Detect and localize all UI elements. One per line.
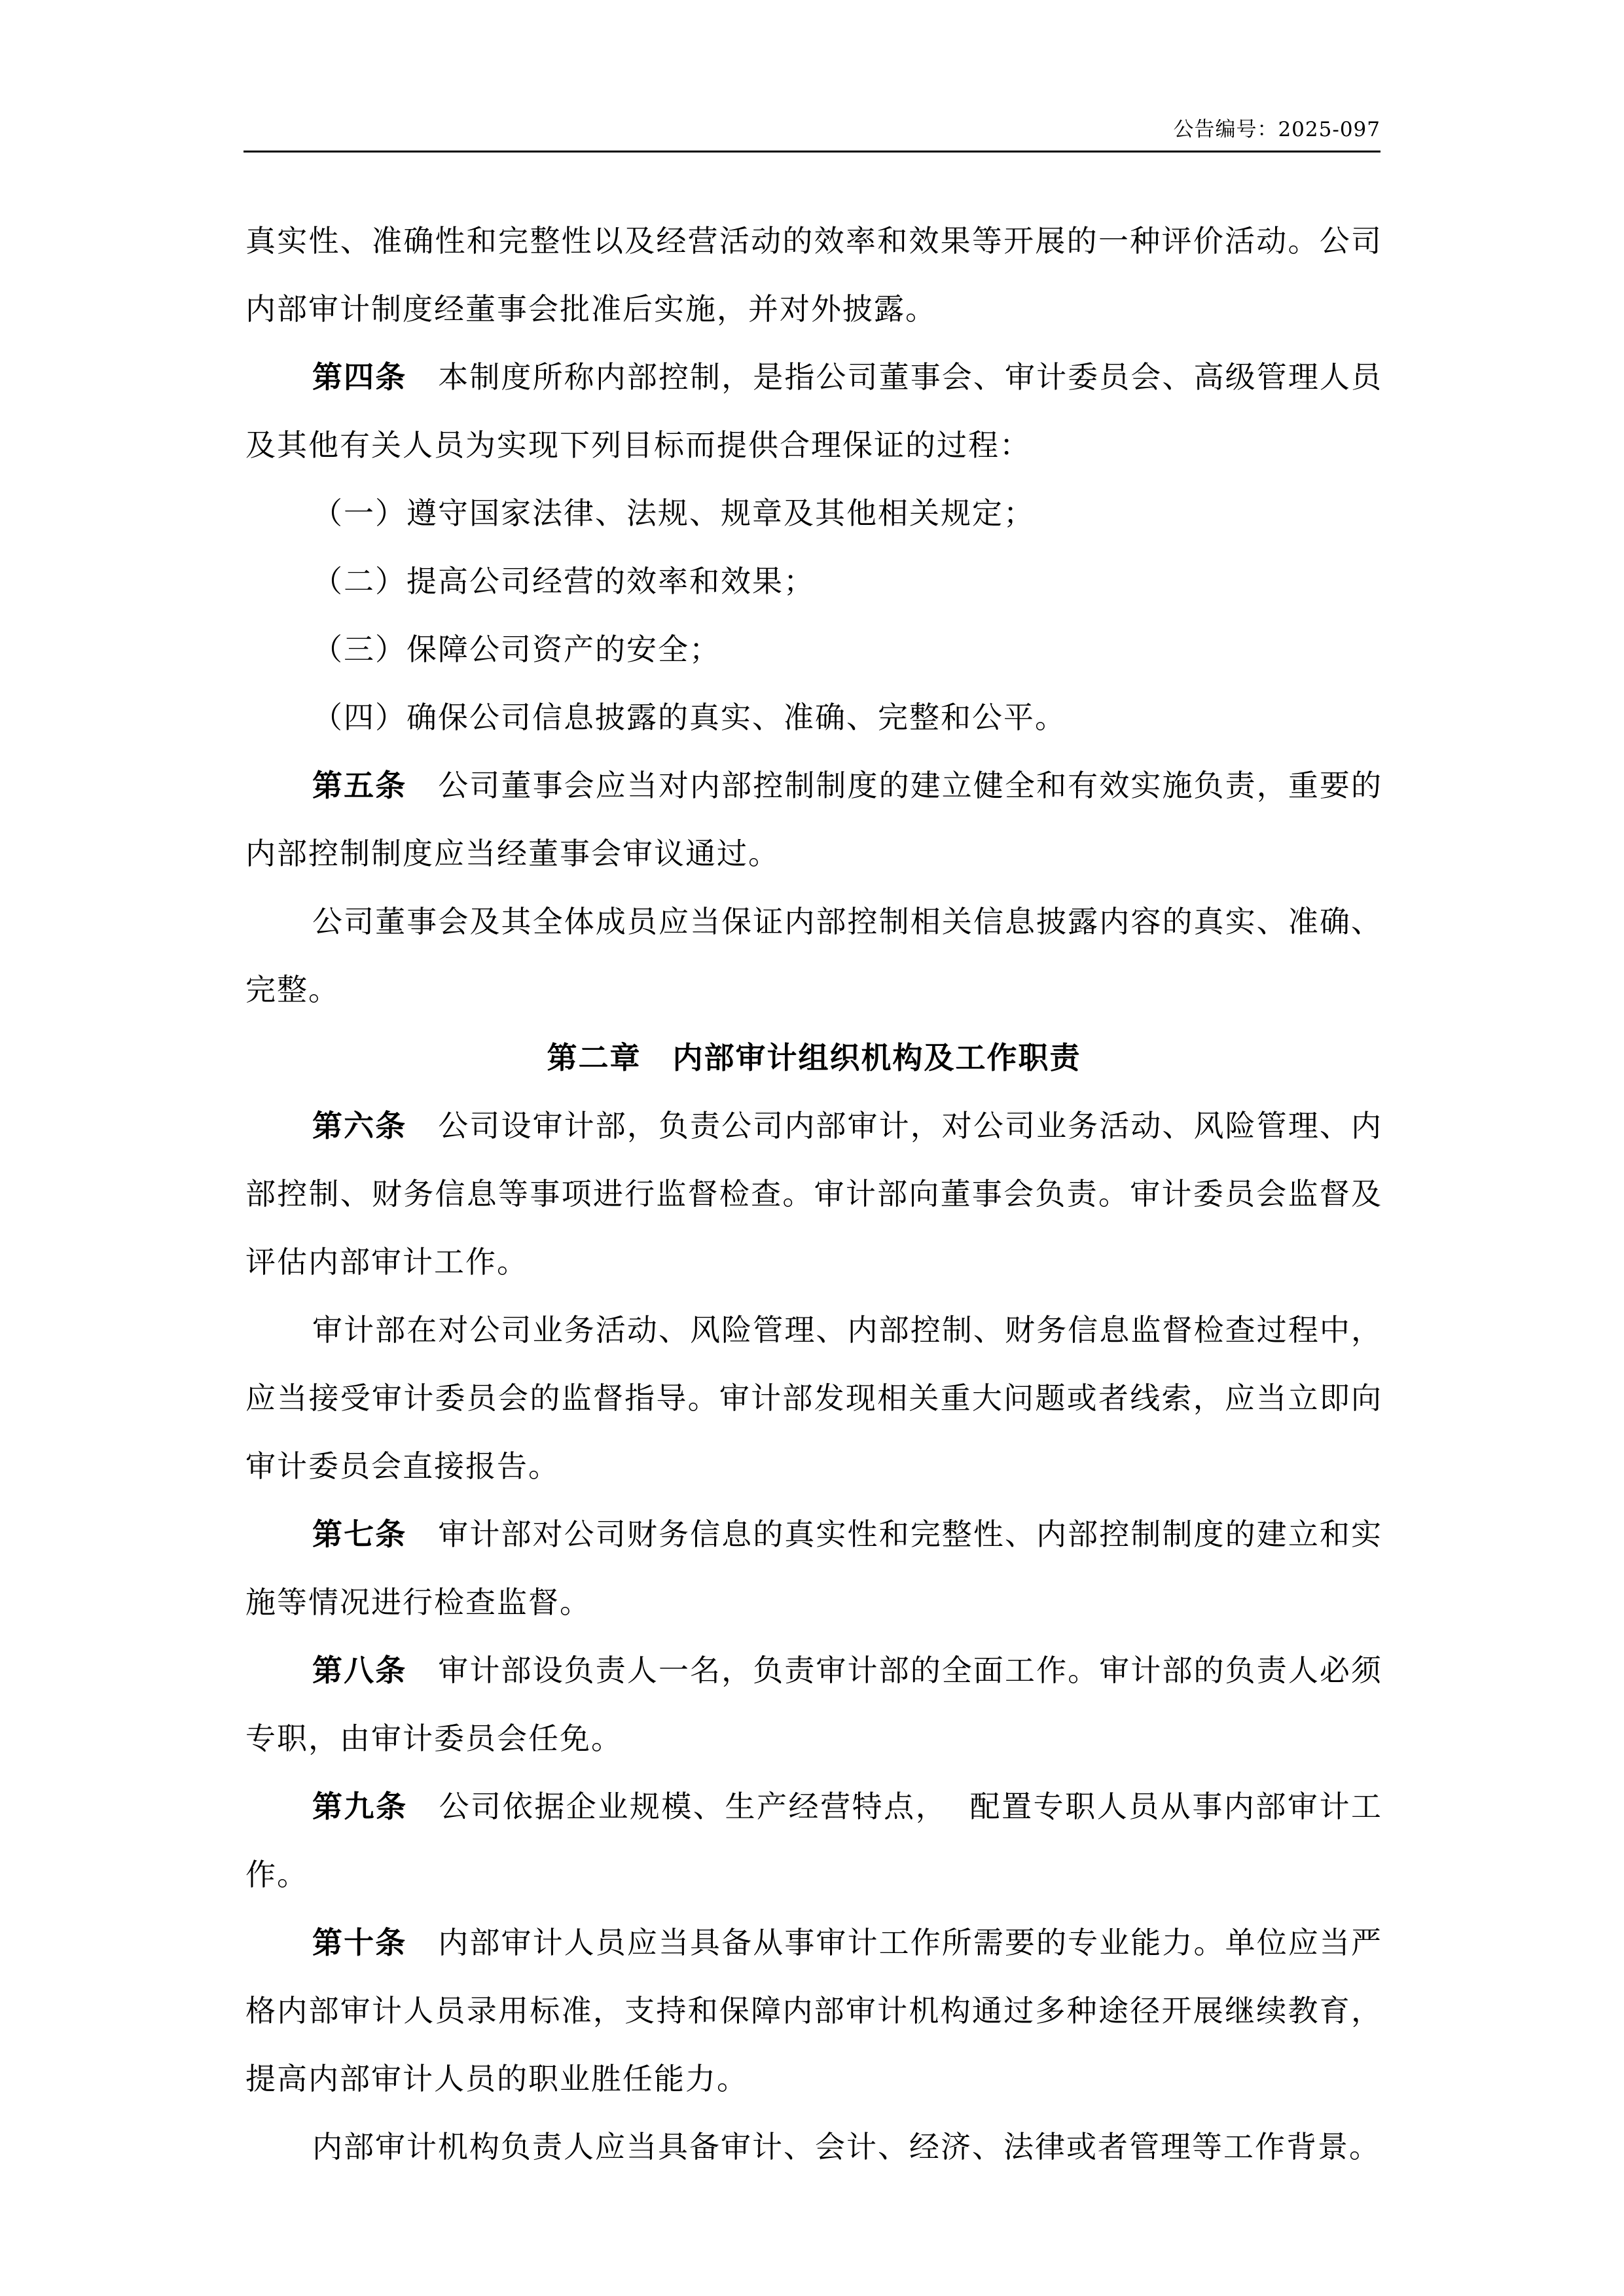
article-8: [245, 1636, 1382, 1772]
article-5-label: 第五条: [312, 768, 407, 803]
article-10-label: 第十条: [312, 1925, 407, 1960]
article-4-item-3: （三）保障公司资产的安全；: [312, 632, 721, 667]
announcement-number: 公告编号：2025-097: [1173, 118, 1380, 141]
article-8-text: 审计部设负责人一名，负责审计部的全面工作。审计部的负责人必须专职，由审计委员会任免。: [245, 1653, 1382, 1756]
article-6: [245, 1092, 1382, 1296]
article-10-paragraph-2: 内部审计机构负责人应当具备审计、会计、经济、法律或者管理等工作背景。: [312, 2129, 1380, 2164]
paragraph-continued: 真实性、准确性和完整性以及经营活动的效率和效果等开展的一种评价活动。公司内部审计制度经董事会批准后实施，并对外披露。: [245, 223, 1382, 327]
article-10-text: 内部审计人员应当具备从事审计工作所需要的专业能力。单位应当严格内部审计人员录用标准，支持和保障内部审计机构通过多种途径开展继续教育，提高内部审计人员的职业胜任能力。: [245, 1925, 1382, 2096]
article-7: [245, 1500, 1382, 1636]
article-4-label: 第四条: [312, 359, 407, 395]
article-9: [245, 1772, 1382, 1909]
article-6-paragraph-2: 审计部在对公司业务活动、风险管理、内部控制、财务信息监督检查过程中，应当接受审计委员会的监督指导。审计部发现相关重大问题或者线索，应当立即向审计委员会直接报告。: [245, 1312, 1382, 1484]
article-9-label: 第九条: [312, 1789, 408, 1824]
document-body: [245, 207, 1382, 2181]
article-7-label: 第七条: [312, 1516, 407, 1552]
article-4-item-1: （一）遵守国家法律、法规、规章及其他相关规定；: [312, 495, 1035, 531]
article-8-label: 第八条: [312, 1653, 407, 1688]
article-4-item-4: （四）确保公司信息披露的真实、准确、完整和公平。: [312, 700, 1066, 735]
article-4-item-2: （二）提高公司经营的效率和效果；: [312, 564, 815, 599]
article-9-text: 公司依据企业规模、生产经营特点， 配置专职人员从事内部审计工作。: [245, 1789, 1383, 1892]
chapter-2-number: 第二章: [547, 1040, 641, 1075]
article-10: [245, 1909, 1382, 2113]
article-5-paragraph-2: 公司董事会及其全体成员应当保证内部控制相关信息披露内容的真实、准确、完整。: [245, 904, 1382, 1007]
article-5: [245, 751, 1382, 888]
article-5-text: 公司董事会应当对内部控制制度的建立健全和有效实施负责，重要的内部控制制度应当经董事会审议通过。: [245, 768, 1382, 871]
chapter-2-heading: [245, 1024, 1382, 1092]
chapter-2-title: 内部审计组织机构及工作职责: [672, 1040, 1081, 1075]
article-7-text: 审计部对公司财务信息的真实性和完整性、内部控制制度的建立和实施等情况进行检查监督。: [245, 1516, 1382, 1620]
article-6-label: 第六条: [312, 1108, 407, 1143]
article-6-text: 公司设审计部，负责公司内部审计，对公司业务活动、风险管理、内部控制、财务信息等事项进行监督检查。审计部向董事会负责。审计委员会监督及评估内部审计工作。: [245, 1108, 1382, 1280]
page-header: [244, 117, 1380, 152]
article-4-text: 本制度所称内部控制，是指公司董事会、审计委员会、高级管理人员及其他有关人员为实现下列目标而提供合理保证的过程：: [245, 359, 1382, 463]
article-4: [245, 343, 1382, 479]
